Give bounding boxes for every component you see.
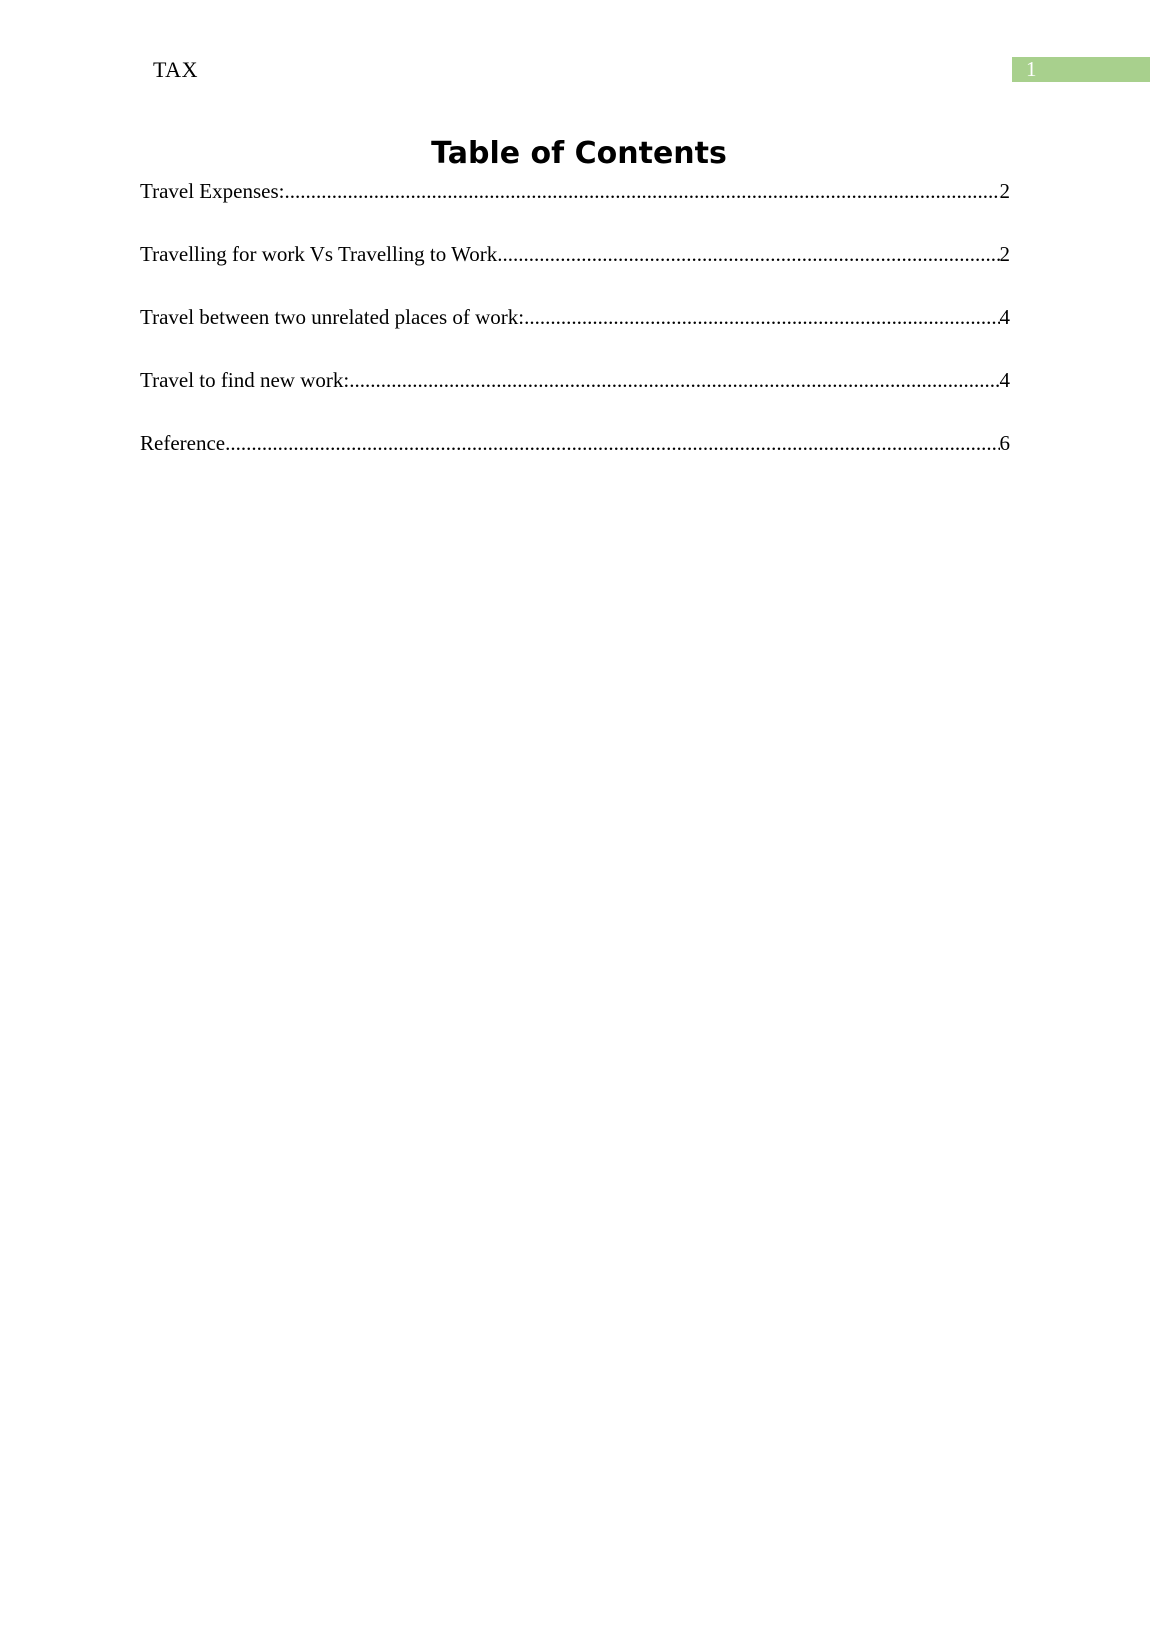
- toc-dot-leader: [349, 365, 999, 395]
- toc-list: [140, 176, 1010, 491]
- toc-entry-text: Reference: [140, 431, 226, 455]
- toc-entry-page: 2: [999, 242, 1010, 266]
- toc-dot-leader: [497, 239, 999, 269]
- toc-dot-leader: [284, 176, 999, 206]
- toc-entry-page: 4: [999, 305, 1010, 329]
- page-number: 1: [1026, 57, 1037, 81]
- toc-entry-page: 4: [999, 368, 1010, 392]
- running-header-title: TAX: [153, 57, 198, 82]
- toc-entry-text: Travel between two unrelated places of work:: [140, 305, 525, 329]
- toc-entry-text: Travel Expenses:: [140, 179, 285, 203]
- toc-entry-find-new-work[interactable]: [140, 365, 1010, 395]
- toc-entry-page: 2: [999, 179, 1010, 203]
- toc-entry-reference[interactable]: [140, 428, 1010, 458]
- toc-entry-page: 6: [999, 431, 1010, 455]
- page-number-badge: [1012, 57, 1150, 82]
- toc-entry-travel-expenses[interactable]: [140, 176, 1010, 206]
- toc-entry-text: Travel to find new work:: [140, 368, 350, 392]
- toc-heading: Table of Contents: [431, 136, 727, 171]
- toc-entry-text: Travelling for work Vs Travelling to Work: [140, 242, 498, 266]
- toc-entry-unrelated-places[interactable]: [140, 302, 1010, 332]
- toc-dot-leader: [225, 428, 999, 458]
- toc-dot-leader: [524, 302, 999, 332]
- toc-entry-travelling-for-work[interactable]: [140, 239, 1010, 269]
